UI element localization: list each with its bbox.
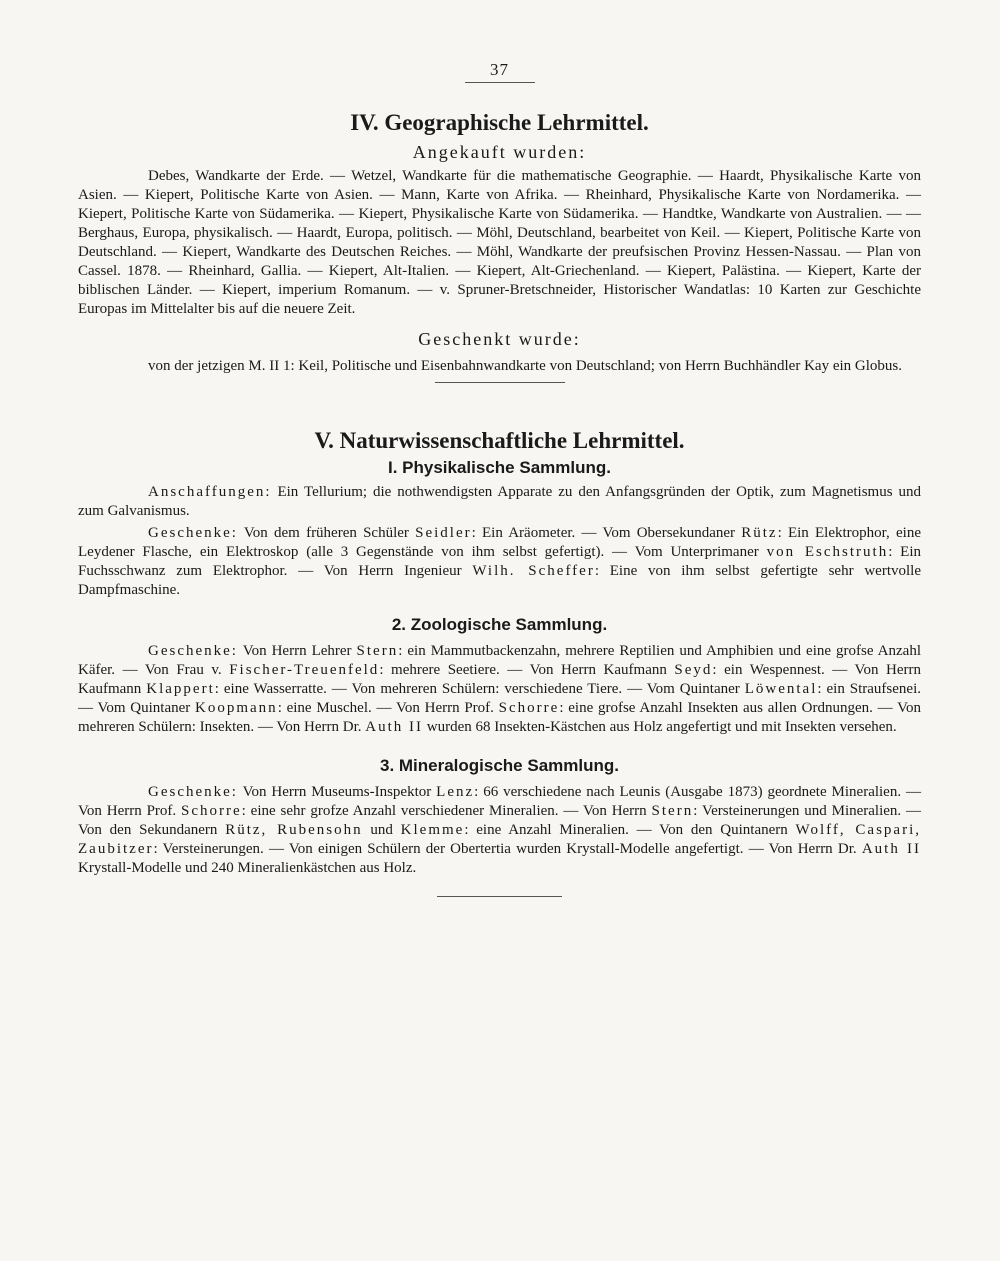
gift-heading: Geschenkt wurde: bbox=[418, 329, 581, 349]
donor-name: Klemme bbox=[400, 822, 465, 838]
physics-acquisitions bbox=[78, 483, 921, 521]
donor-name: Stern bbox=[651, 803, 694, 819]
donor-name: Seyd bbox=[674, 662, 713, 678]
subsection-title-mineralogy: 3. Mineralogische Sammlung. bbox=[379, 756, 619, 775]
donor-name: Auth II bbox=[861, 841, 921, 857]
acquisitions-label: Anschaffungen: bbox=[148, 484, 272, 500]
gifts-label: Geschenke: bbox=[148, 643, 238, 659]
donor-name: Schorre bbox=[181, 803, 242, 819]
section-divider bbox=[435, 382, 565, 383]
donor-name: Rütz bbox=[741, 525, 778, 541]
donor-name: Auth II bbox=[365, 719, 424, 735]
end-divider bbox=[437, 896, 562, 897]
donor-name: Lenz bbox=[436, 784, 475, 800]
donor-name: Koopmann bbox=[195, 700, 278, 716]
section-title-natural-sciences: V. Naturwissenschaftliche Lehrmittel. bbox=[314, 428, 685, 453]
donor-name: Wolff, Caspari, Zaubitzer bbox=[78, 822, 921, 857]
donor-name: Fischer-Treuenfeld bbox=[229, 662, 380, 678]
gifts-label: Geschenke: bbox=[148, 784, 238, 800]
donor-name: von Eschstruth bbox=[766, 544, 889, 560]
donor-name: Wilh. Scheffer bbox=[472, 563, 595, 579]
donor-name: Klappert bbox=[146, 681, 215, 697]
document-page bbox=[78, 60, 921, 897]
subsection-title-zoology: 2. Zoologische Sammlung. bbox=[391, 615, 608, 634]
section-geography bbox=[78, 109, 921, 383]
donor-name: Löwental bbox=[744, 681, 818, 697]
mineralogy-gifts: Geschenke: Von Herrn Museums-Inspektor Lenz: 66 verschiedene nach Leunis (Ausgabe 1873) geordnete Mineralien. — Von Herrn Prof. Schorre: eine sehr grofze Anzahl verschiedener Mineralien. — Von Herrn Stern: Versteinerungen und Mineralien. — Von den Sekundanern Rütz, Rubensohn und Klemme: eine Anzahl Mineralien. — Von den Quintanern Wolff, Caspari, Zaubitzer: Versteinerungen. — Von einigen Schülern der Obertertia wurden Krystall-Modelle angefertigt. — Von Herrn Dr. Auth II Krystall-Modelle und 240 Mineralienkästchen aus Holz. bbox=[78, 784, 922, 876]
purchased-list: Debes, Wandkarte der Erde. — Wetzel, Wandkarte für die mathematische Geographie. — Haardt, Physikalische Karte von Asien. — Kiepert, Politische Karte von Asien. — Mann, Karte von Afrika. — Rheinhard, Physikalische Karte von Nordamerika. — Kiepert, Politische Karte von Südamerika. — Kiepert, Physikalische Karte von Südamerika. — Handtke, Wandkarte von Australien. — — Berghaus, Europa, physikalisch. — Haardt, Europa, politisch. — Möhl, Deutschland, bearbeitet von Keil. — Kiepert, Politische Karte von Deutschland. — Kiepert, Wandkarte des Deutschen Reiches. — Möhl, Wandkarte der preufsischen Provinz Hessen-Nassau. — Plan von Cassel. 1878. — Rheinhard, Gallia. — Kiepert, Alt-Italien. — Kiepert, Alt-Griechenland. — Kiepert, Palästina. — Kiepert, Karte der biblischen Länder. — Kiepert, imperium Romanum. — v. Spruner-Bretschneider, Historischer Wandatlas: 10 Karten zur Geschichte Europas im Mittelalter bis auf die neuere Zeit. bbox=[78, 168, 921, 317]
donor-name: Rütz, Rubensohn bbox=[225, 822, 363, 838]
acquisitions-text: Ein Tellurium; die nothwendigsten Apparate zu den Anfangsgründen der Optik, zum Magnetismus und zum Galvanismus. bbox=[78, 484, 921, 519]
page-number-rule bbox=[465, 82, 535, 83]
page-number: 37 bbox=[490, 60, 509, 79]
zoology-gifts: Geschenke: Von Herrn Lehrer Stern: ein Mammutbackenzahn, mehrere Reptilien und Amphibien und eine grofse Anzahl Käfer. — Von Frau v. Fischer-Treuenfeld: mehrere Seetiere. — Von Herrn Kaufmann Seyd: ein Wespennest. — Von Herrn Kaufmann Klappert: eine Wasserratte. — Von mehreren Schülern: verschiedene Tiere. — Vom Quintaner Löwental: ein Straufsenei. — Vom Quintaner Koopmann: eine Muschel. — Von Herrn Prof. Schorre: eine grofse Anzahl Insekten aus allen Ordnungen. — Von mehreren Schülern: Insekten. — Von Herrn Dr. Auth II wurden 68 Insekten-Kästchen aus Holz angefertigt und mit Insekten versehen. bbox=[78, 643, 921, 735]
donor-name: Schorre bbox=[498, 700, 560, 716]
gifts-label: Geschenke: bbox=[148, 525, 238, 541]
donor-name: Stern bbox=[356, 643, 399, 659]
gift-text: von der jetzigen M. II 1: Keil, Politische und Eisenbahnwandkarte von Deutschland; von Herrn Buchhändler Kay ein Globus. bbox=[148, 358, 902, 374]
purchased-heading: Angekauft wurden: bbox=[412, 142, 587, 162]
donor-name: Seidler bbox=[415, 525, 472, 541]
subsection-title-physics: I. Physikalische Sammlung. bbox=[388, 458, 611, 477]
section-natural-sciences bbox=[78, 427, 921, 897]
physics-gifts: Geschenke: Von dem früheren Schüler Seidler: Ein Aräometer. — Vom Obersekundaner Rütz: Ein Elektrophor, eine Leydener Flasche, ein Elektroskop (alle 3 Gegenstände von ihm selbst gefertigt). — Vom Unterprimaner von Eschstruth: Ein Fuchsschwanz zum Elektrophor. — Von Herrn Ingenieur Wilh. Scheffer: Eine von ihm selbst gefertigte sehr wertvolle Dampfmaschine. bbox=[78, 525, 922, 598]
section-title-geography: IV. Geographische Lehrmittel. bbox=[350, 110, 649, 135]
